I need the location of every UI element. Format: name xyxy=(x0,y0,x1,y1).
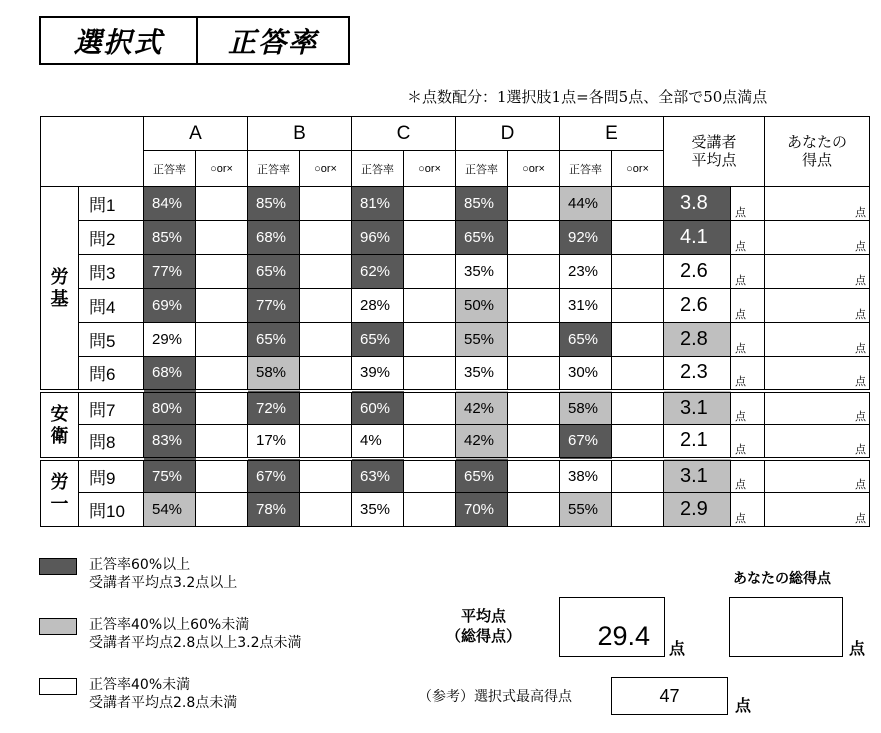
mark-input-cell[interactable] xyxy=(612,187,664,221)
average-unit: 点 xyxy=(731,221,765,255)
mark-input-cell[interactable] xyxy=(612,425,664,459)
your-score-cell[interactable]: 点 xyxy=(765,459,870,493)
correct-rate-cell: 55% xyxy=(560,493,612,527)
mark-input-cell[interactable] xyxy=(508,221,560,255)
average-score-cell: 2.6 xyxy=(664,289,731,323)
question-label: 問8 xyxy=(79,425,144,459)
legend-line1: 正答率60%以上 xyxy=(89,557,191,573)
correct-rate-cell: 42% xyxy=(456,391,508,425)
average-label-line1: 平均点 xyxy=(460,607,506,625)
legend-line2: 受講者平均点3.2点以上 xyxy=(89,575,238,591)
your-score-cell[interactable]: 点 xyxy=(765,323,870,357)
mark-input-cell[interactable] xyxy=(196,187,248,221)
correct-rate-cell: 50% xyxy=(456,289,508,323)
your-score-cell[interactable]: 点 xyxy=(765,357,870,391)
mark-input-cell[interactable] xyxy=(404,425,456,459)
your-score-cell[interactable]: 点 xyxy=(765,425,870,459)
correct-rate-cell: 23% xyxy=(560,255,612,289)
average-total-label xyxy=(436,606,531,646)
correct-rate-cell: 65% xyxy=(560,323,612,357)
mark-input-cell[interactable] xyxy=(508,289,560,323)
legend-item xyxy=(39,556,237,592)
section-label xyxy=(41,187,79,391)
legend-line1: 正答率40%以上60%未満 xyxy=(89,617,250,633)
rate-subheader: 正答率 xyxy=(144,151,196,187)
rate-subheader: 正答率 xyxy=(560,151,612,187)
question-label: 問7 xyxy=(79,391,144,425)
legend-swatch xyxy=(39,558,77,575)
option-header-e: E xyxy=(560,117,664,151)
mark-input-cell[interactable] xyxy=(196,255,248,289)
mark-input-cell[interactable] xyxy=(196,391,248,425)
mark-input-cell[interactable] xyxy=(508,493,560,527)
table-row xyxy=(41,289,870,323)
correct-rate-cell: 65% xyxy=(456,459,508,493)
mark-input-cell[interactable] xyxy=(612,391,664,425)
your-score-header xyxy=(765,117,870,187)
table-row xyxy=(41,187,870,221)
your-score-cell[interactable]: 点 xyxy=(765,255,870,289)
question-label: 問6 xyxy=(79,357,144,391)
section-char: 安 xyxy=(50,403,69,424)
your-score-header-line2: 得点 xyxy=(801,151,832,169)
mark-input-cell[interactable] xyxy=(300,357,352,391)
mark-input-cell[interactable] xyxy=(196,357,248,391)
mark-input-cell[interactable] xyxy=(612,357,664,391)
legend-line2: 受講者平均点2.8点以上3.2点未満 xyxy=(89,635,302,651)
option-header-c: C xyxy=(352,117,456,151)
correct-rate-cell: 77% xyxy=(248,289,300,323)
scoring-note: ＊点数配分：1選択肢1点=各問5点、全部で50点満点 xyxy=(407,88,768,106)
mark-input-cell[interactable] xyxy=(196,323,248,357)
average-score-cell: 4.1 xyxy=(664,221,731,255)
average-unit: 点 xyxy=(731,493,765,527)
table-row xyxy=(41,221,870,255)
rate-subheader: 正答率 xyxy=(456,151,508,187)
correct-rate-cell: 83% xyxy=(144,425,196,459)
table-row xyxy=(41,493,870,527)
your-score-cell[interactable]: 点 xyxy=(765,187,870,221)
correct-rate-cell: 35% xyxy=(456,255,508,289)
correct-rate-cell: 75% xyxy=(144,459,196,493)
mark-input-cell[interactable] xyxy=(404,187,456,221)
title-box xyxy=(39,16,350,65)
your-total-input[interactable] xyxy=(729,597,843,657)
correct-rate-cell: 65% xyxy=(248,255,300,289)
mark-subheader: ○or× xyxy=(612,151,664,187)
correct-rate-cell: 92% xyxy=(560,221,612,255)
legend-swatch xyxy=(39,678,77,695)
max-score-value: 47 xyxy=(611,677,728,715)
mark-subheader: ○or× xyxy=(300,151,352,187)
question-label: 問1 xyxy=(79,187,144,221)
mark-input-cell[interactable] xyxy=(196,289,248,323)
mark-input-cell[interactable] xyxy=(300,459,352,493)
legend-text xyxy=(89,676,237,712)
correct-rate-cell: 38% xyxy=(560,459,612,493)
option-header-b: B xyxy=(248,117,352,151)
your-score-cell[interactable]: 点 xyxy=(765,493,870,527)
average-unit: 点 xyxy=(731,323,765,357)
section-label xyxy=(41,459,79,527)
mark-input-cell[interactable] xyxy=(300,255,352,289)
mark-input-cell[interactable] xyxy=(196,493,248,527)
mark-input-cell[interactable] xyxy=(612,323,664,357)
correct-rate-cell: 31% xyxy=(560,289,612,323)
mark-input-cell[interactable] xyxy=(612,255,664,289)
max-score-label: （参考）選択式最高得点 xyxy=(418,689,572,705)
correct-rate-cell: 65% xyxy=(248,323,300,357)
section-char: 労 xyxy=(50,472,69,493)
correct-rate-cell: 4% xyxy=(352,425,404,459)
legend-item xyxy=(39,676,237,712)
correct-rate-cell: 65% xyxy=(352,323,404,357)
question-label: 問9 xyxy=(79,459,144,493)
mark-input-cell[interactable] xyxy=(508,391,560,425)
average-unit: 点 xyxy=(731,289,765,323)
title-selection-type: 選択式 xyxy=(41,18,198,63)
average-unit: 点 xyxy=(731,425,765,459)
average-unit: 点 xyxy=(731,187,765,221)
question-label: 問4 xyxy=(79,289,144,323)
option-header-a: A xyxy=(144,117,248,151)
correct-rate-cell: 80% xyxy=(144,391,196,425)
mark-input-cell[interactable] xyxy=(196,221,248,255)
average-score-cell: 3.1 xyxy=(664,459,731,493)
mark-input-cell[interactable] xyxy=(300,323,352,357)
rate-subheader: 正答率 xyxy=(248,151,300,187)
mark-input-cell[interactable] xyxy=(508,187,560,221)
correct-rate-cell: 39% xyxy=(352,357,404,391)
mark-input-cell[interactable] xyxy=(300,187,352,221)
average-header-line2: 平均点 xyxy=(691,151,737,169)
mark-input-cell[interactable] xyxy=(300,493,352,527)
correct-rate-cell: 28% xyxy=(352,289,404,323)
mark-subheader: ○or× xyxy=(508,151,560,187)
average-header xyxy=(664,117,765,187)
mark-input-cell[interactable] xyxy=(612,221,664,255)
title-correct-rate: 正答率 xyxy=(227,25,318,59)
correct-rate-cell: 78% xyxy=(248,493,300,527)
correct-rate-cell: 68% xyxy=(248,221,300,255)
average-unit: 点 xyxy=(731,255,765,289)
mark-input-cell[interactable] xyxy=(196,425,248,459)
mark-input-cell[interactable] xyxy=(508,459,560,493)
correct-rate-cell: 42% xyxy=(456,425,508,459)
rate-subheader: 正答率 xyxy=(352,151,404,187)
question-label: 問10 xyxy=(79,493,144,527)
average-total-value: 29.4 xyxy=(597,621,650,651)
mark-subheader: ○or× xyxy=(404,151,456,187)
correct-rate-cell: 69% xyxy=(144,289,196,323)
your-total-label: あなたの総得点 xyxy=(733,571,831,587)
mark-input-cell[interactable] xyxy=(404,459,456,493)
average-score-cell: 2.8 xyxy=(664,323,731,357)
question-label: 問2 xyxy=(79,221,144,255)
mark-input-cell[interactable] xyxy=(404,255,456,289)
mark-input-cell[interactable] xyxy=(404,493,456,527)
correct-rate-cell: 96% xyxy=(352,221,404,255)
average-header-line1: 受講者 xyxy=(691,133,737,151)
correct-rate-cell: 58% xyxy=(248,357,300,391)
table-row xyxy=(41,391,870,425)
your-score-cell[interactable]: 点 xyxy=(765,289,870,323)
score-table-wrapper xyxy=(40,116,870,527)
section-label xyxy=(41,391,79,459)
mark-input-cell[interactable] xyxy=(508,425,560,459)
legend-text xyxy=(89,556,237,592)
average-score-cell: 2.3 xyxy=(664,357,731,391)
mark-input-cell[interactable] xyxy=(404,391,456,425)
mark-input-cell[interactable] xyxy=(612,289,664,323)
average-total-box xyxy=(559,597,665,657)
average-score-cell: 2.9 xyxy=(664,493,731,527)
average-score-cell: 3.8 xyxy=(664,187,731,221)
average-unit: 点 xyxy=(731,357,765,391)
mark-input-cell[interactable] xyxy=(300,425,352,459)
your-score-cell[interactable]: 点 xyxy=(765,221,870,255)
section-char: 労 xyxy=(50,266,69,287)
mark-input-cell[interactable] xyxy=(508,323,560,357)
your-total-unit: 点 xyxy=(849,639,866,658)
correct-rate-cell: 54% xyxy=(144,493,196,527)
max-score-unit: 点 xyxy=(735,696,752,715)
section-char: 衛 xyxy=(50,425,69,446)
table-row xyxy=(41,357,870,391)
mark-input-cell[interactable] xyxy=(404,221,456,255)
legend-line2: 受講者平均点2.8点未満 xyxy=(89,695,238,711)
your-score-cell[interactable]: 点 xyxy=(765,391,870,425)
mark-input-cell[interactable] xyxy=(300,391,352,425)
correct-rate-cell: 63% xyxy=(352,459,404,493)
section-char: 基 xyxy=(50,288,69,309)
average-label-line2: （総得点） xyxy=(445,627,521,645)
correct-rate-cell: 67% xyxy=(560,425,612,459)
mark-input-cell[interactable] xyxy=(196,459,248,493)
section-char: 一 xyxy=(50,494,69,515)
correct-rate-cell: 67% xyxy=(248,459,300,493)
correct-rate-cell: 85% xyxy=(248,187,300,221)
table-row xyxy=(41,425,870,459)
question-label: 問3 xyxy=(79,255,144,289)
mark-input-cell[interactable] xyxy=(404,289,456,323)
mark-input-cell[interactable] xyxy=(508,357,560,391)
correct-rate-cell: 72% xyxy=(248,391,300,425)
average-unit: 点 xyxy=(731,391,765,425)
correct-rate-cell: 17% xyxy=(248,425,300,459)
correct-rate-cell: 55% xyxy=(456,323,508,357)
average-total-unit: 点 xyxy=(669,639,686,658)
mark-input-cell[interactable] xyxy=(300,289,352,323)
mark-subheader: ○or× xyxy=(196,151,248,187)
correct-rate-cell: 29% xyxy=(144,323,196,357)
average-unit: 点 xyxy=(731,459,765,493)
correct-rate-cell: 70% xyxy=(456,493,508,527)
correct-rate-cell: 62% xyxy=(352,255,404,289)
table-row xyxy=(41,323,870,357)
score-table xyxy=(40,116,870,527)
mark-input-cell[interactable] xyxy=(612,493,664,527)
average-score-cell: 2.6 xyxy=(664,255,731,289)
correct-rate-cell: 30% xyxy=(560,357,612,391)
your-score-header-line1: あなたの xyxy=(786,133,847,151)
mark-input-cell[interactable] xyxy=(300,221,352,255)
average-score-cell: 2.1 xyxy=(664,425,731,459)
average-score-cell: 3.1 xyxy=(664,391,731,425)
correct-rate-cell: 65% xyxy=(456,221,508,255)
correct-rate-cell: 85% xyxy=(456,187,508,221)
mark-input-cell[interactable] xyxy=(404,323,456,357)
correct-rate-cell: 58% xyxy=(560,391,612,425)
question-label: 問5 xyxy=(79,323,144,357)
correct-rate-cell: 77% xyxy=(144,255,196,289)
table-row xyxy=(41,255,870,289)
correct-rate-cell: 35% xyxy=(352,493,404,527)
legend-swatch xyxy=(39,618,77,635)
legend-text xyxy=(89,616,302,652)
mark-input-cell[interactable] xyxy=(612,459,664,493)
correct-rate-cell: 60% xyxy=(352,391,404,425)
table-row xyxy=(41,459,870,493)
legend-item xyxy=(39,616,302,652)
mark-input-cell[interactable] xyxy=(508,255,560,289)
correct-rate-cell: 68% xyxy=(144,357,196,391)
correct-rate-cell: 44% xyxy=(560,187,612,221)
corner-cell xyxy=(41,117,144,187)
correct-rate-cell: 35% xyxy=(456,357,508,391)
mark-input-cell[interactable] xyxy=(404,357,456,391)
correct-rate-cell: 81% xyxy=(352,187,404,221)
legend-line1: 正答率40%未満 xyxy=(89,677,191,693)
correct-rate-cell: 84% xyxy=(144,187,196,221)
option-header-d: D xyxy=(456,117,560,151)
correct-rate-cell: 85% xyxy=(144,221,196,255)
